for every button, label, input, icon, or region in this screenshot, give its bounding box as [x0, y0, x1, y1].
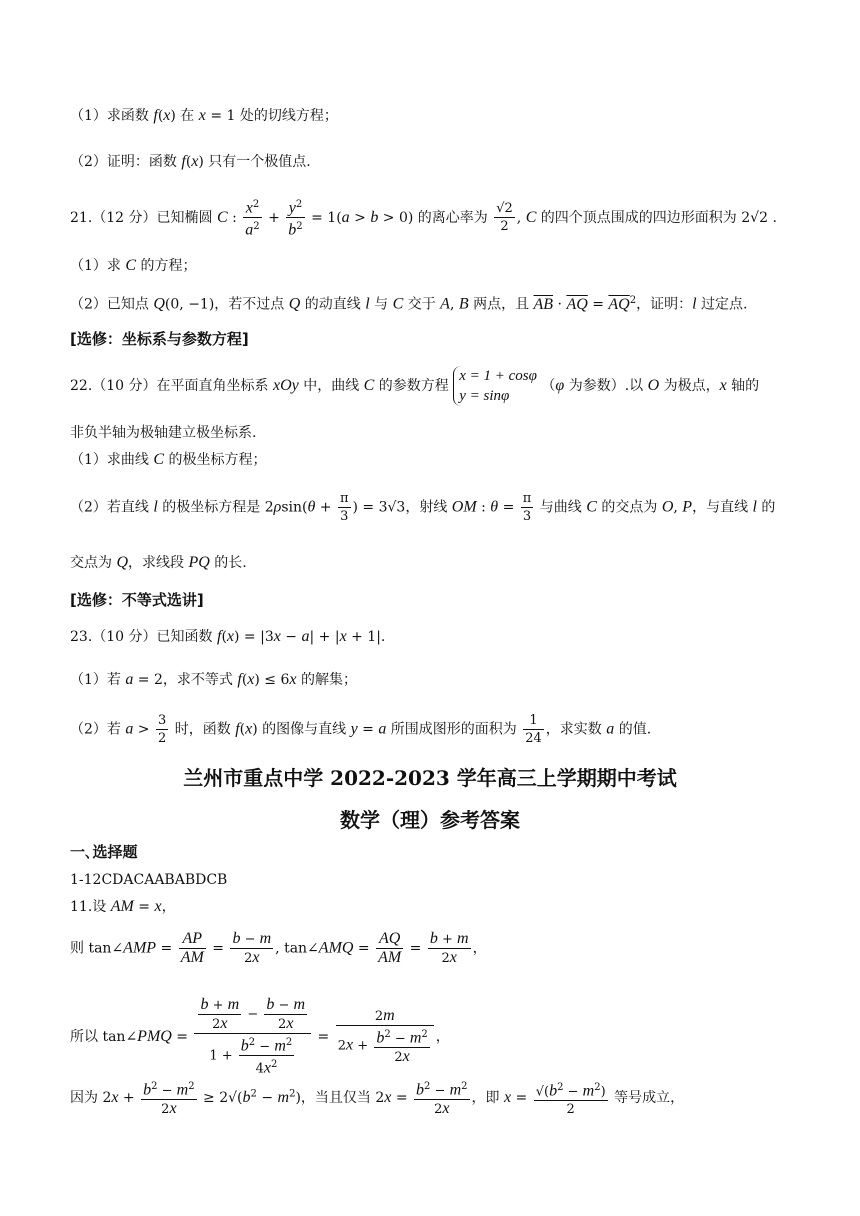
a11-tan: 则 tan∠AMP = $\frac{AP}{AM}$ = $\frac{b - m}{2x}$ , tan∠AMQ = $\frac{AQ}{AM}$ = $\frac{b + m}{2x}$ ，: [70, 930, 487, 966]
a11-so: 所以 tan∠PMQ = $\frac{b + m}{2x}$ − $\frac{b - m}{2x}$ 1 + $\frac{b^2 - m^2}{4x^2}$ = 2m 2x + $\frac{b^2 - m^2}{2x}$ ，: [70, 996, 450, 1077]
a11-setup: 11.设 AM = x，: [70, 898, 176, 915]
q22-part2-cont: 交点为 Q，求线段 PQ 的长.: [70, 554, 247, 571]
section-choice: 一､选择题: [70, 843, 138, 861]
q22-stem-cont: 非负半轴为极轴建立极坐标系.: [70, 425, 257, 441]
q23-part2: （2）若 a > $\frac{3}{2}$ 时，函数 f(x) 的图像与直线 y = a 所围成图形的面积为 $\frac{1}{24}$ ，求实数 a 的值.: [70, 713, 652, 746]
q21-part1: （1）求 C 的方程；: [70, 257, 197, 274]
section-inequality: [选修：不等式选讲]: [70, 591, 204, 609]
section-coordinate-param: [选修：坐标系与参数方程]: [70, 330, 249, 348]
q23-part1: （1）若 a = 2，求不等式 f(x) ≤ 6x 的解集；: [70, 671, 357, 688]
choice-answers: 1-12CDACAABABDCB: [70, 872, 228, 888]
a11-because: 因为 2x + $\frac{b^2 - m^2}{2x}$ ≥ $2√(b^2 - m^2)$，当且仅当 2x = $\frac{b^2 - m^2}{2x}$ ，即 x = $\frac{√(b^2 - m^2)}{2}$ 等号成立，: [70, 1078, 684, 1118]
answer-title: 兰州市重点中学 2022-2023 学年高三上学期期中考试: [183, 766, 677, 790]
q20-part2: （2）证明：函数 f(x) 只有一个极值点.: [70, 153, 311, 170]
q23-stem: 23.（10 分）已知函数 f(x) = |3x − a| + |x + 1|.: [70, 628, 386, 645]
q21-stem: 21.（12 分）已知椭圆 C : $\frac{x^2}{a^2}$ + $\frac{y^2}{b^2}$ = 1(a > b > 0) 的离心率为 $\frac{√2}{2}$ , C 的四个顶点围成的四边形面积为 2√2 .: [70, 196, 777, 240]
answer-subtitle: 数学（理）参考答案: [340, 808, 520, 832]
q20-part1: （1）求函数 f(x) 在 x = 1 处的切线方程；: [70, 107, 338, 124]
q22-part2: （2）若直线 l 的极坐标方程是 2ρsin(θ + $\frac{\pi}{3}$ ) = 3√3，射线 OM : θ = $\frac{\pi}{3}$ 与曲线 C 的交点为 O, P，与直线 l 的: [70, 491, 776, 524]
q21-part2: （2）已知点 Q(0, −1)，若不过点 Q 的动直线 l 与 C 交于 A, B 两点，且 $\overline{AB} \cdot \overline{AQ} = \overline{AQ}^2$，证明：l 过定点.: [70, 295, 748, 313]
q22-stem: 22.（10 分）在平面直角坐标系 xOy 中，曲线 C 的参数方程 x = 1 + cosφ y = sinφ （φ 为参数）.以 O 为极点，x 轴的: [70, 368, 760, 404]
q22-part1: （1）求曲线 C 的极坐标方程；: [70, 451, 267, 468]
